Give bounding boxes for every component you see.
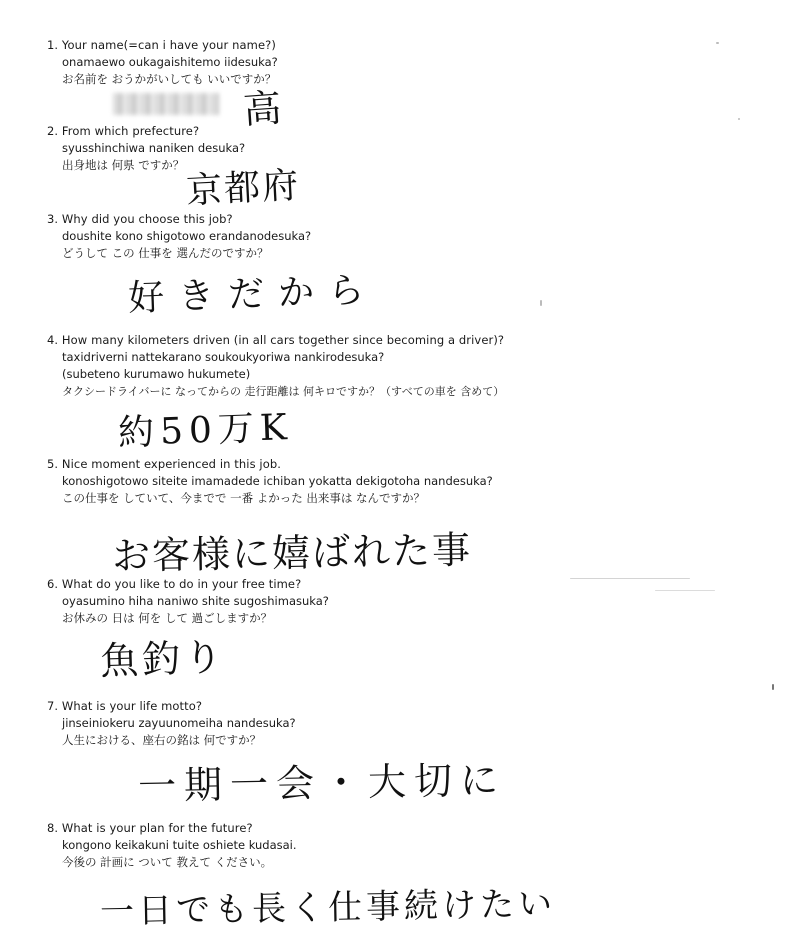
question-4-english: 4. How many kilometers driven (in all cars together since becoming a driver)? bbox=[47, 333, 505, 347]
question-4-japanese: タクシードライバーに なってからの 走行距離は 何キロですか？（すべての車を 含めて） bbox=[62, 385, 505, 398]
scan-speck bbox=[738, 118, 740, 120]
scan-speck bbox=[655, 590, 715, 591]
question-4-romaji: taxidriverni nattekarano soukoukyoriwa nankirodesuka? bbox=[62, 350, 385, 364]
question-2-japanese: 出身地は 何県 ですか？ bbox=[62, 158, 185, 172]
question-4 bbox=[47, 332, 504, 400]
question-8-english: 8. What is your plan for the future? bbox=[47, 821, 253, 835]
answer-1-handwritten: 高 bbox=[241, 85, 283, 133]
question-7-japanese: 人生における、座右の銘は 何ですか？ bbox=[62, 733, 262, 747]
question-6-japanese: お休みの 日は 何を して 過ごしますか？ bbox=[62, 611, 273, 625]
question-3-romaji: doushite kono shigotowo erandanodesuka? bbox=[62, 229, 312, 243]
answer-6-handwritten: 魚釣り bbox=[99, 634, 227, 684]
question-7-english: 7. What is your life motto? bbox=[47, 699, 203, 713]
answer-5-handwritten: お客様に嬉ばれた事 bbox=[111, 527, 473, 579]
question-8 bbox=[47, 820, 297, 871]
answer-2-handwritten: 京都府 bbox=[185, 165, 302, 212]
question-8-romaji: kongono keikakuni tuite oshiete kudasai. bbox=[62, 838, 297, 852]
answer-3-handwritten: 好きだから bbox=[127, 269, 379, 320]
scan-speck bbox=[570, 578, 690, 579]
answer-4-handwritten: 約50万K bbox=[117, 406, 294, 455]
question-7-romaji: jinseiniokeru zayuunomeiha nandesuka? bbox=[62, 716, 296, 730]
answer-8-handwritten: 一日でも長く仕事続けたい bbox=[99, 884, 557, 932]
question-2-english: 2. From which prefecture? bbox=[47, 124, 200, 138]
question-1-english: 1. Your name(=can i have your name?) bbox=[47, 38, 276, 52]
scan-speck bbox=[540, 300, 542, 306]
question-6-romaji: oyasumino hiha naniwo shite sugoshimasuka? bbox=[62, 594, 329, 608]
answer-7-handwritten: 一期一会・大切に bbox=[137, 757, 507, 809]
question-8-japanese: 今後の 計画に ついて 教えて ください。 bbox=[62, 855, 273, 869]
scan-speck bbox=[772, 684, 774, 690]
question-3-japanese: どうして この 仕事を 選んだのですか？ bbox=[62, 246, 269, 260]
question-1-japanese: お名前を おうかがいしても いいですか？ bbox=[62, 72, 277, 86]
question-6 bbox=[47, 576, 329, 627]
question-5-romaji: konoshigotowo siteite imamadede ichiban yokatta dekigotoha nandesuka? bbox=[62, 474, 493, 488]
question-5 bbox=[47, 456, 493, 507]
question-3 bbox=[47, 211, 311, 262]
question-3-english: 3. Why did you choose this job? bbox=[47, 212, 233, 226]
question-5-japanese: この仕事を していて、今までで 一番 よかった 出来事は なんですか？ bbox=[62, 491, 426, 505]
question-1-romaji: onamaewo oukagaishitemo iidesuka? bbox=[62, 55, 278, 69]
question-7 bbox=[47, 698, 296, 749]
question-2-romaji: syusshinchiwa naniken desuka? bbox=[62, 141, 246, 155]
question-4-romaji-note: (subeteno kurumawo hukumete) bbox=[62, 367, 251, 381]
redacted-name-blur bbox=[113, 93, 219, 115]
question-6-english: 6. What do you like to do in your free time? bbox=[47, 577, 302, 591]
scan-speck bbox=[716, 42, 719, 44]
question-5-english: 5. Nice moment experienced in this job. bbox=[47, 457, 282, 471]
